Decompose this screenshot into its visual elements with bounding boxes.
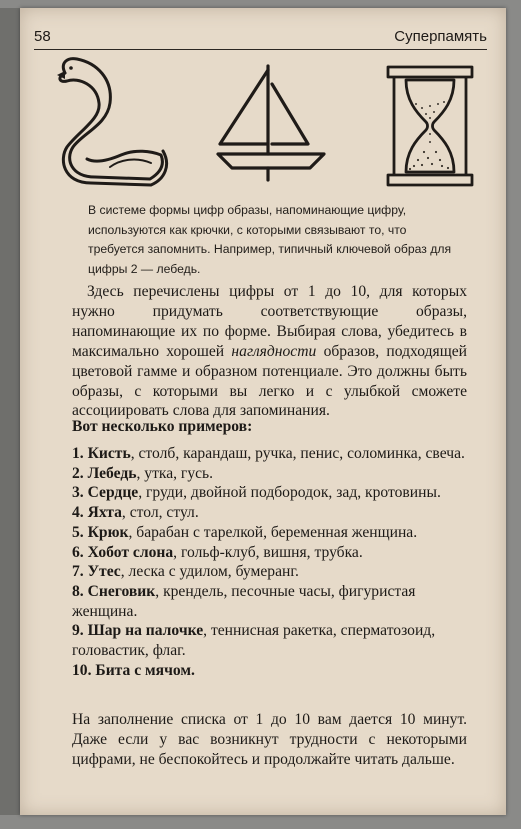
list-item-key: 2. Лебедь xyxy=(72,464,137,482)
list-item xyxy=(72,562,467,582)
swan-drawing xyxy=(55,55,173,190)
list-item xyxy=(72,661,467,681)
list-item-key: 4. Яхта xyxy=(72,504,122,522)
examples-heading: Вот несколько примеров: xyxy=(72,418,253,435)
list-item xyxy=(72,444,467,464)
list-item xyxy=(72,483,467,503)
running-title: Суперпамять xyxy=(394,28,487,45)
sailboat-drawing xyxy=(210,60,330,185)
hourglass-drawing xyxy=(384,64,476,188)
list-item-text: , гольф-клуб, вишня, трубка. xyxy=(173,543,363,561)
list-item-text: , крендель, песочные часы, фигуристая женщина. xyxy=(72,582,416,620)
figure-caption: В системе формы цифр образы, напоминающие цифру, используются как крючки, с которыми связывают то, что требуется запомнить. Например, типичный ключевой образ для цифры 2 — лебедь. xyxy=(88,203,452,276)
list-item xyxy=(72,523,467,543)
list-item xyxy=(72,582,467,621)
page-header xyxy=(34,27,487,50)
list-item-key: 5. Крюк xyxy=(72,523,129,541)
list-item-text: , стол, стул. xyxy=(121,504,199,522)
list-item-text: , барабан с тарелкой, беременная женщина. xyxy=(128,523,418,541)
intro-text-end: образов, подходящей цветовой гамме и образном потенциале. Это должны быть образы, с которыми вы легко и с улыбкой сможете ассоциировать слова для запоминания. xyxy=(72,342,467,420)
list-item-text: , утка, гусь. xyxy=(136,464,214,482)
list-item-key: 3. Сердце xyxy=(72,484,139,502)
list-item-text: , теннисная ракетка, сперматозоид, головастик, флаг. xyxy=(72,622,436,660)
intro-paragraph xyxy=(72,282,467,421)
list-item-text: , столб, карандаш, ручка, пенис, соломинка, свеча. xyxy=(130,445,465,462)
list-item xyxy=(72,543,467,563)
list-item xyxy=(72,464,467,484)
page-number: 58 xyxy=(34,28,51,45)
outro-paragraph: На заполнение списка от 1 до 10 вам дается 10 минут. Даже если у вас возникнут трудности с некоторыми цифрами, не беспокойтесь и продолжайте читать дальше. xyxy=(72,711,467,768)
list-item-key: 7. Утес xyxy=(72,563,121,581)
list-item-key: 1. Кисть xyxy=(72,445,131,462)
list-item-key: 10. Бита с мячом. xyxy=(72,661,195,679)
examples-list xyxy=(72,444,467,680)
scan-edge xyxy=(0,8,20,815)
list-item-key: 9. Шар на палочке xyxy=(72,622,204,640)
list-item-key: 8. Снеговик xyxy=(72,582,156,600)
list-item-text: , груди, двойной подбородок, зад, кротовины. xyxy=(138,484,441,502)
intro-emphasis: наглядности xyxy=(231,342,317,360)
list-item-text: , леска с удилом, бумеранг. xyxy=(120,563,299,581)
list-item xyxy=(72,621,467,660)
list-item xyxy=(72,503,467,523)
list-item-key: 6. Хобот слона xyxy=(72,543,174,561)
intro-text-start: Здесь перечислены цифры от 1 до 10, для которых нужно придумать соответствующие образы, напоминающие их по форме. Выбирая слова, убедитесь в максимально хорошей xyxy=(72,283,467,360)
